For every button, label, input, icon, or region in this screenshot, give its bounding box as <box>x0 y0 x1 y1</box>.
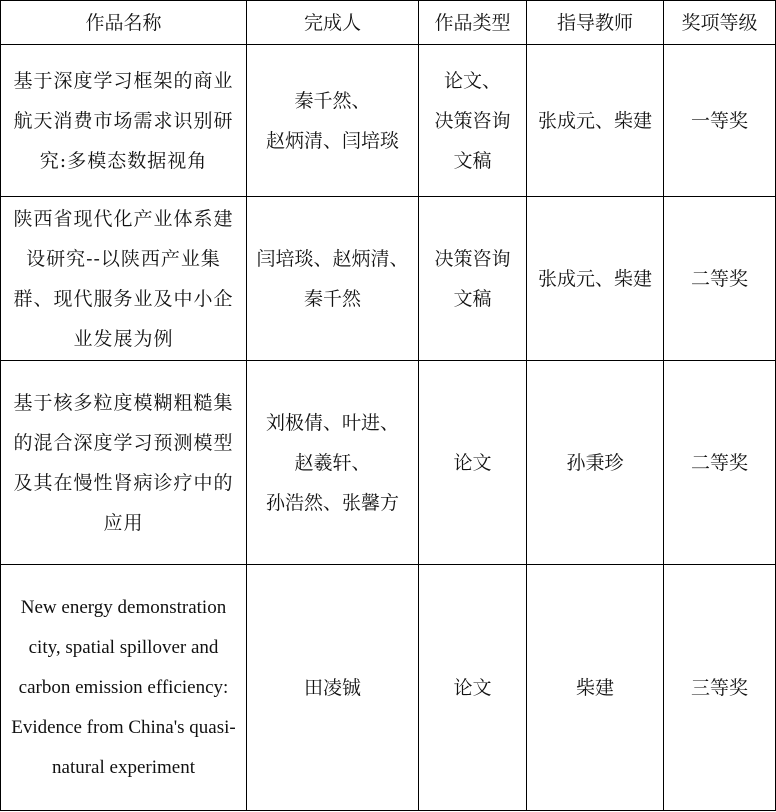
award-level-cell: 三等奖 <box>664 565 776 811</box>
work-name-cell: New energy demonstration city, spatial spillover and carbon emission efficiency: Evidence from China's quasi-natural experiment <box>1 565 247 811</box>
advisor-cell: 张成元、柴建 <box>527 197 664 361</box>
work-name-cell: 基于深度学习框架的商业航天消费市场需求识别研究:多模态数据视角 <box>1 45 247 197</box>
header-authors: 完成人 <box>247 1 419 45</box>
header-advisor: 指导教师 <box>527 1 664 45</box>
award-level-cell: 二等奖 <box>664 197 776 361</box>
header-work-type: 作品类型 <box>419 1 527 45</box>
work-name-cell: 陕西省现代化产业体系建设研究--以陕西产业集群、现代服务业及中小企业发展为例 <box>1 197 247 361</box>
table-row <box>1 197 776 361</box>
advisor-cell: 张成元、柴建 <box>527 45 664 197</box>
table-row <box>1 565 776 811</box>
work-type-cell: 论文 <box>419 361 527 565</box>
advisor-cell: 孙秉珍 <box>527 361 664 565</box>
table-row <box>1 45 776 197</box>
work-type-cell: 决策咨询 文稿 <box>419 197 527 361</box>
authors-cell: 秦千然、 赵炳清、闫培琰 <box>247 45 419 197</box>
work-name-cell: 基于核多粒度模糊粗糙集的混合深度学习预测模型及其在慢性肾病诊疗中的应用 <box>1 361 247 565</box>
header-award-level: 奖项等级 <box>664 1 776 45</box>
advisor-cell: 柴建 <box>527 565 664 811</box>
authors-cell: 闫培琰、赵炳清、 秦千然 <box>247 197 419 361</box>
work-type-cell: 论文 <box>419 565 527 811</box>
table-header-row <box>1 1 776 45</box>
work-type-cell: 论文、 决策咨询 文稿 <box>419 45 527 197</box>
award-level-cell: 二等奖 <box>664 361 776 565</box>
authors-cell: 田凌铖 <box>247 565 419 811</box>
table-row <box>1 361 776 565</box>
award-level-cell: 一等奖 <box>664 45 776 197</box>
authors-cell: 刘极倩、叶进、 赵羲轩、 孙浩然、张馨方 <box>247 361 419 565</box>
header-work-name: 作品名称 <box>1 1 247 45</box>
